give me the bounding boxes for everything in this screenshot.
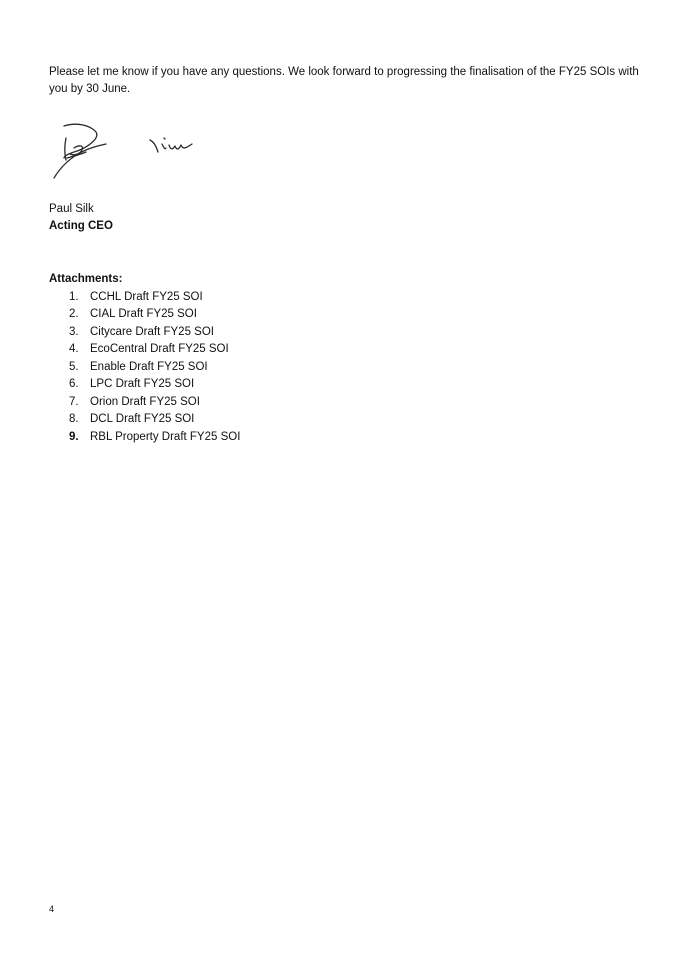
list-item-number: 7. <box>69 395 79 408</box>
list-item-label: EcoCentral Draft FY25 SOI <box>90 343 229 355</box>
list-item-number: 8. <box>69 413 79 425</box>
signatory-title: Acting CEO <box>49 220 113 232</box>
list-item <box>49 306 240 324</box>
list-item-label: Orion Draft FY25 SOI <box>90 395 200 408</box>
closing-paragraph-block <box>49 64 639 98</box>
list-item <box>49 341 240 359</box>
list-item-number: 1. <box>69 290 79 303</box>
list-item <box>49 324 240 342</box>
list-item <box>49 411 240 429</box>
list-item <box>49 289 240 307</box>
list-item-label: LPC Draft FY25 SOI <box>90 378 195 390</box>
list-item-label: DCL Draft FY25 SOI <box>90 413 195 425</box>
list-item <box>49 429 240 447</box>
list-item-label: Enable Draft FY25 SOI <box>90 360 208 373</box>
signatory-block <box>49 201 113 235</box>
signatory-name: Paul Silk <box>49 203 94 215</box>
closing-paragraph: Please let me know if you have any questions. We look forward to progressing the finalisation of the FY25 SOIs with you by 30 June. <box>49 66 639 95</box>
list-item-number: 2. <box>69 308 79 320</box>
list-item-label: Citycare Draft FY25 SOI <box>90 325 214 338</box>
attachments-section <box>49 271 240 446</box>
list-item-number: 6. <box>69 378 79 390</box>
handwritten-signature <box>52 118 202 184</box>
list-item-number: 3. <box>69 325 79 338</box>
attachments-list <box>49 289 240 447</box>
list-item <box>49 359 240 377</box>
list-item-number: 5. <box>69 360 79 373</box>
list-item-label: CIAL Draft FY25 SOI <box>90 308 197 320</box>
list-item-number: 9. <box>69 430 79 443</box>
list-item-number: 4. <box>69 343 79 355</box>
page-number: 4 <box>49 904 55 914</box>
list-item-label: RBL Property Draft FY25 SOI <box>90 430 241 443</box>
list-item <box>49 376 240 394</box>
list-item-label: CCHL Draft FY25 SOI <box>90 290 203 303</box>
attachments-heading: Attachments: <box>49 273 123 285</box>
list-item <box>49 394 240 412</box>
